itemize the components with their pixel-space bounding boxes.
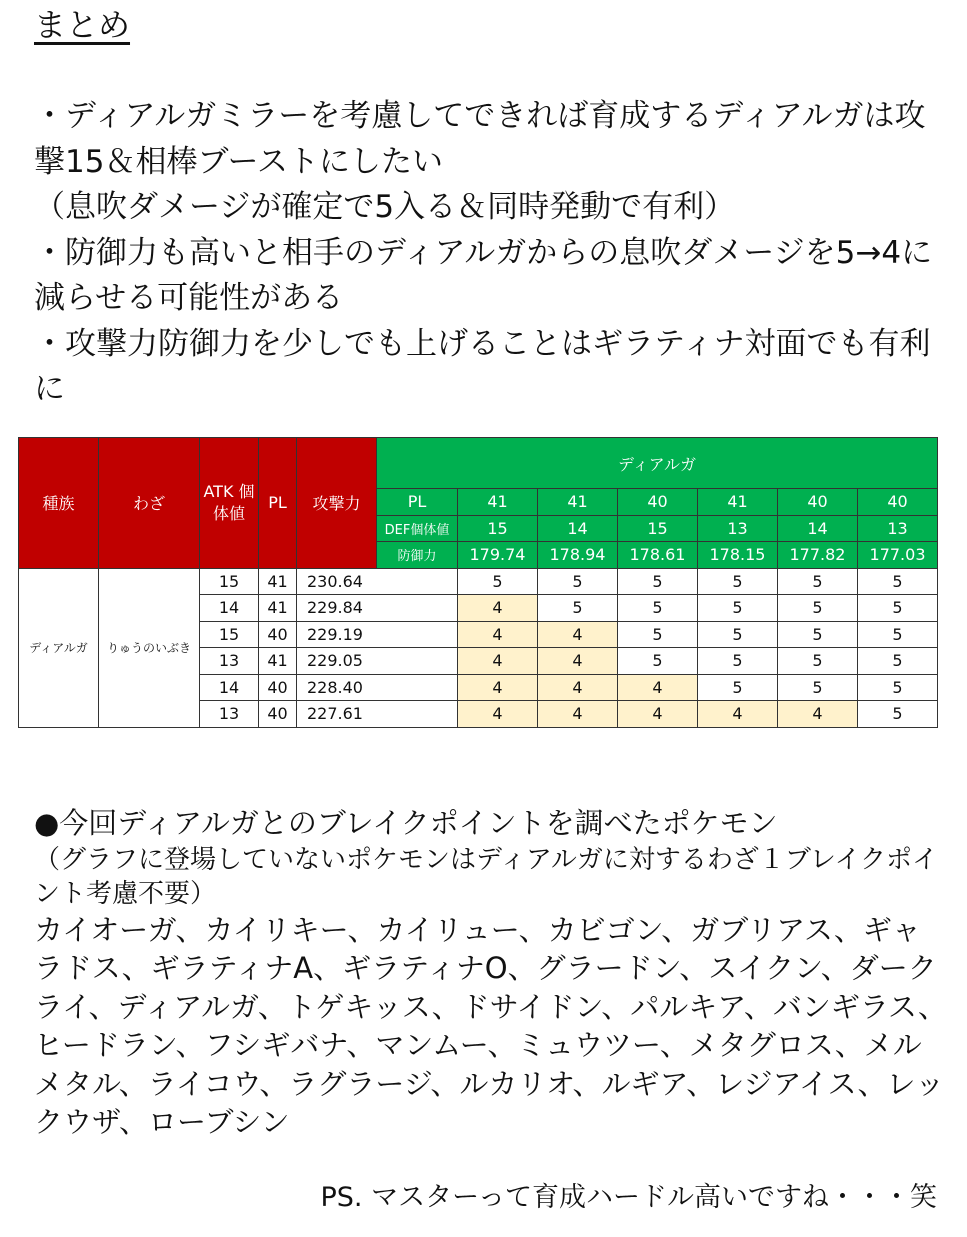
note-1: ・ディアルガミラーを考慮してできれば育成するディアルガは攻撃15＆相棒ブーストにしたい	[34, 98, 926, 180]
damage-cell: 5	[858, 648, 938, 675]
damage-cell: 4	[538, 674, 618, 701]
damage-cell: 5	[698, 595, 778, 622]
breakpoint-note: （グラフに登場していないポケモンはディアルガに対するわざ１ブレイクポイント考慮不要）	[34, 844, 939, 909]
attack-cell: 227.61	[297, 701, 458, 728]
damage-cell: 5	[618, 568, 698, 595]
damage-cell: 5	[858, 568, 938, 595]
damage-cell: 5	[538, 568, 618, 595]
breakpoint-table	[18, 437, 938, 728]
move-cell: りゅうのいぶき	[99, 568, 200, 727]
atk-iv-cell: 15	[200, 568, 259, 595]
damage-cell: 5	[698, 648, 778, 675]
pl-cell: 40	[259, 621, 297, 648]
opp-pl-label: PL	[377, 489, 458, 516]
pl-header: PL	[259, 438, 297, 569]
pl-cell: 41	[259, 595, 297, 622]
opp-def-iv-cell: 13	[858, 515, 938, 542]
damage-cell: 5	[778, 621, 858, 648]
damage-cell: 5	[458, 568, 538, 595]
breakpoint-heading: ●今回ディアルガとのブレイクポイントを調べたポケモン	[34, 806, 778, 840]
atk-iv-cell: 14	[200, 674, 259, 701]
damage-cell: 5	[858, 701, 938, 728]
damage-cell: 5	[698, 674, 778, 701]
pl-cell: 40	[259, 701, 297, 728]
damage-cell: 5	[778, 568, 858, 595]
opp-def-cell: 177.82	[778, 542, 858, 569]
opp-def-cell: 178.15	[698, 542, 778, 569]
opp-def-cell: 178.61	[618, 542, 698, 569]
opp-def-label: 防御力	[377, 542, 458, 569]
damage-cell: 4	[538, 621, 618, 648]
damage-cell: 5	[538, 595, 618, 622]
damage-cell: 4	[458, 621, 538, 648]
damage-cell: 5	[778, 674, 858, 701]
opp-def-iv-cell: 14	[778, 515, 858, 542]
opp-pl-cell: 41	[458, 489, 538, 516]
damage-cell: 4	[458, 595, 538, 622]
opp-def-iv-cell: 14	[538, 515, 618, 542]
damage-cell: 5	[698, 621, 778, 648]
opp-pl-cell: 41	[538, 489, 618, 516]
move-header: わざ	[99, 438, 200, 569]
note-4: ・攻撃力防御力を少しでも上げることはギラティナ対面でも有利に	[34, 325, 931, 407]
notes	[34, 94, 944, 413]
atk-iv-cell: 13	[200, 701, 259, 728]
attack-cell: 228.40	[297, 674, 458, 701]
damage-cell: 5	[698, 568, 778, 595]
attack-header: 攻撃力	[297, 438, 377, 569]
damage-cell: 4	[538, 701, 618, 728]
damage-cell: 5	[618, 595, 698, 622]
attack-cell: 230.64	[297, 568, 458, 595]
pokemon-list: カイオーガ、カイリキー、カイリュー、カビゴン、ガブリアス、ギャラドス、ギラティナA、ギラティナO、グラードン、スイクン、ダークライ、ディアルガ、トゲキッス、ドサイドン、パルキア、バンギラス、ヒードラン、フシギバナ、マンムー、ミュウツー、メタグロス、メルメタル、ライコウ、ラグラージ、ルカリオ、ルギア、レジアイス、レックウザ、ローブシン	[34, 912, 947, 1139]
damage-cell: 4	[698, 701, 778, 728]
pl-cell: 41	[259, 648, 297, 675]
opp-def-cell: 177.03	[858, 542, 938, 569]
pl-cell: 40	[259, 674, 297, 701]
species-header: 種族	[19, 438, 99, 569]
damage-cell: 4	[538, 648, 618, 675]
damage-cell: 5	[858, 595, 938, 622]
damage-cell: 5	[858, 621, 938, 648]
damage-cell: 4	[778, 701, 858, 728]
attack-cell: 229.05	[297, 648, 458, 675]
note-3: ・防御力も高いと相手のディアルガからの息吹ダメージを5→4に減らせる可能性がある	[34, 234, 933, 316]
opp-def-iv-cell: 13	[698, 515, 778, 542]
damage-cell: 4	[458, 674, 538, 701]
opp-def-cell: 178.94	[538, 542, 618, 569]
note-2: （息吹ダメージが確定で5入る＆同時発動で有利）	[34, 189, 736, 225]
opp-pl-cell: 40	[858, 489, 938, 516]
damage-cell: 4	[458, 701, 538, 728]
damage-cell: 4	[618, 674, 698, 701]
pl-cell: 41	[259, 568, 297, 595]
postscript: PS. マスターって育成ハードル高いですね・・・笑	[320, 1182, 937, 1213]
damage-cell: 4	[458, 648, 538, 675]
opp-def-iv-cell: 15	[458, 515, 538, 542]
damage-cell: 5	[858, 674, 938, 701]
damage-cell: 5	[618, 648, 698, 675]
opp-pl-cell: 40	[618, 489, 698, 516]
attack-cell: 229.84	[297, 595, 458, 622]
damage-cell: 5	[618, 621, 698, 648]
attack-cell: 229.19	[297, 621, 458, 648]
breakpoint-section	[34, 804, 949, 1142]
opp-pl-cell: 41	[698, 489, 778, 516]
atk-iv-cell: 15	[200, 621, 259, 648]
damage-cell: 4	[618, 701, 698, 728]
atk-iv-header-label: ATK 個体値	[203, 481, 255, 523]
opp-def-iv-cell: 15	[618, 515, 698, 542]
atk-iv-cell: 14	[200, 595, 259, 622]
damage-cell: 5	[778, 648, 858, 675]
atk-iv-cell: 13	[200, 648, 259, 675]
table-row	[19, 568, 938, 595]
atk-iv-header	[200, 438, 259, 569]
page-title: まとめ	[34, 6, 131, 44]
damage-cell: 5	[778, 595, 858, 622]
opp-def-iv-label: DEF個体値	[377, 515, 458, 542]
opp-def-cell: 179.74	[458, 542, 538, 569]
opponent-header: ディアルガ	[377, 438, 938, 489]
species-cell: ディアルガ	[19, 568, 99, 727]
opp-pl-cell: 40	[778, 489, 858, 516]
